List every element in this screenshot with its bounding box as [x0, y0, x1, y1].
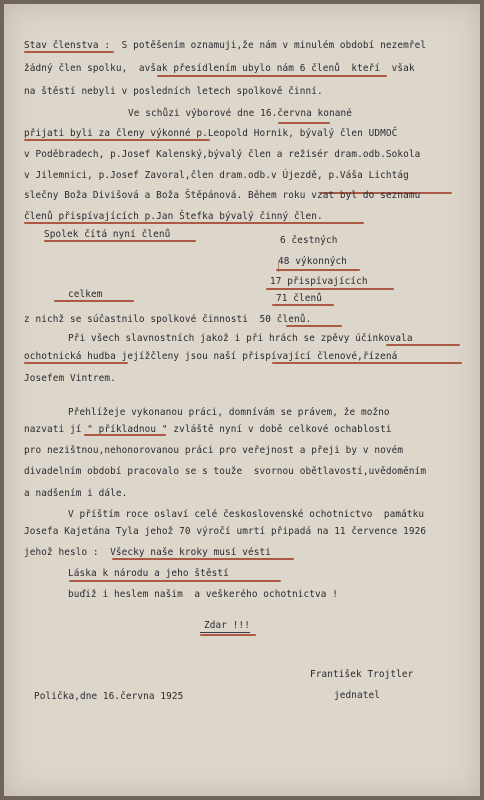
underline-clenu-prispivajicich [24, 222, 364, 224]
text-line-2: žádný člen spolku, avšak přesídlením ubylo nám 6 členů kteří však [24, 63, 415, 74]
text-line-4: Ve schůzi výborové dne 16.června konané [128, 108, 353, 119]
text-line-5: přijati byli za členy výkonné p.Leopold Hornik, bývalý člen UDMOČ [24, 128, 398, 139]
text-line-11: 6 čestných [280, 235, 338, 246]
text-line-14: celkem [68, 289, 103, 300]
text-line-25: V příštím roce oslaví celé československé ochotnictvo památku [68, 509, 425, 520]
underline-stav-clenstva [24, 51, 114, 53]
signature-name: František Trojtler [310, 669, 414, 680]
underline-cervna [278, 122, 330, 124]
text-line-3: na štěstí nebyli v posledních letech spolkově činní. [24, 86, 323, 97]
text-line-29: buďiž i heslem našim a veškerého ochotnictva ! [68, 589, 338, 600]
underline-prispivajici-clenove [272, 362, 462, 364]
text-line-8: slečny Boža Divišová a Boža Štěpánová. Během roku vzat byl do seznamu [24, 190, 421, 201]
underline-spolek-cita [44, 240, 196, 242]
text-line-27: jehož heslo : Všecky naše kroky musí vésti [24, 547, 272, 558]
underline-ochotnicka-hudba [24, 362, 128, 364]
text-line-28: Láska k národu a jeho štěstí [68, 568, 229, 579]
text-line-26: Josefa Kajetána Tyla jehož 70 výročí umrtí připadá na 11 července 1926 [24, 526, 427, 537]
text-line-24: a nadšením i dále. [24, 488, 128, 499]
text-line-30: Zdar !!! [204, 620, 250, 631]
underline-71 [272, 304, 334, 306]
text-line-1: Stav členstva : S potěšením oznamuji,že nám v minulém období nezemřel [24, 40, 427, 51]
text-line-22: pro nezištnou,nehonorovanou práci pro veřejnost a přeji by v novém [24, 445, 404, 456]
underline-17 [266, 288, 394, 290]
signature-title: jednatel [334, 690, 380, 701]
text-line-19: Josefem Vintrem. [24, 373, 116, 384]
document-page [4, 4, 480, 796]
underline-50 [286, 325, 342, 327]
underline-presidlenim [157, 75, 387, 77]
text-line-15: 71 členů [276, 293, 322, 304]
text-line-23: divadelním období pracovalo se s touže svornou obětlavostí,uvědoměním [24, 466, 427, 477]
text-line-10: Spolek čítá nyní členů [44, 229, 171, 240]
underline-ucinkovala [386, 344, 460, 346]
text-line-13: 17 přispívajících [270, 276, 368, 287]
place-date: Polička,dne 16.června 1925 [34, 691, 184, 702]
underline-prijati [24, 139, 210, 141]
text-line-12: 48 výkonných [278, 256, 347, 267]
underline-zdar-red [200, 634, 256, 636]
underline-48 [276, 269, 360, 271]
text-line-17: Při všech slavnostních jakož i při hrách se zpěvy účinkovala [68, 333, 413, 344]
text-line-9: členů přispívajících p.Jan Štefka bývalý činný člen. [24, 211, 323, 222]
text-line-7: v Jilemnici, p.Josef Zavoral,člen dram.odb.v Újezdě, p.Váša Lichtág [24, 170, 409, 181]
text-line-16: z nichž se súčastnilo spolkové činnosti 50 členů. [24, 314, 312, 325]
underline-laska [69, 580, 281, 582]
underline-celkem [54, 300, 134, 302]
text-line-21: nazvati jí " příkladnou " zvláště nyní v době celkové ochablosti [24, 424, 392, 435]
underline-vsecky [112, 558, 294, 560]
text-line-6: v Poděbradech, p.Josef Kalenský,bývalý člen a režisér dram.odb.Sokola [24, 149, 421, 160]
text-line-20: Přehlížeje vykonanou práci, domnívám se právem, že možno [68, 407, 390, 418]
text-line-18: ochotnická hudba jejížčleny jsou naší přispívající členové,řízená [24, 351, 398, 362]
